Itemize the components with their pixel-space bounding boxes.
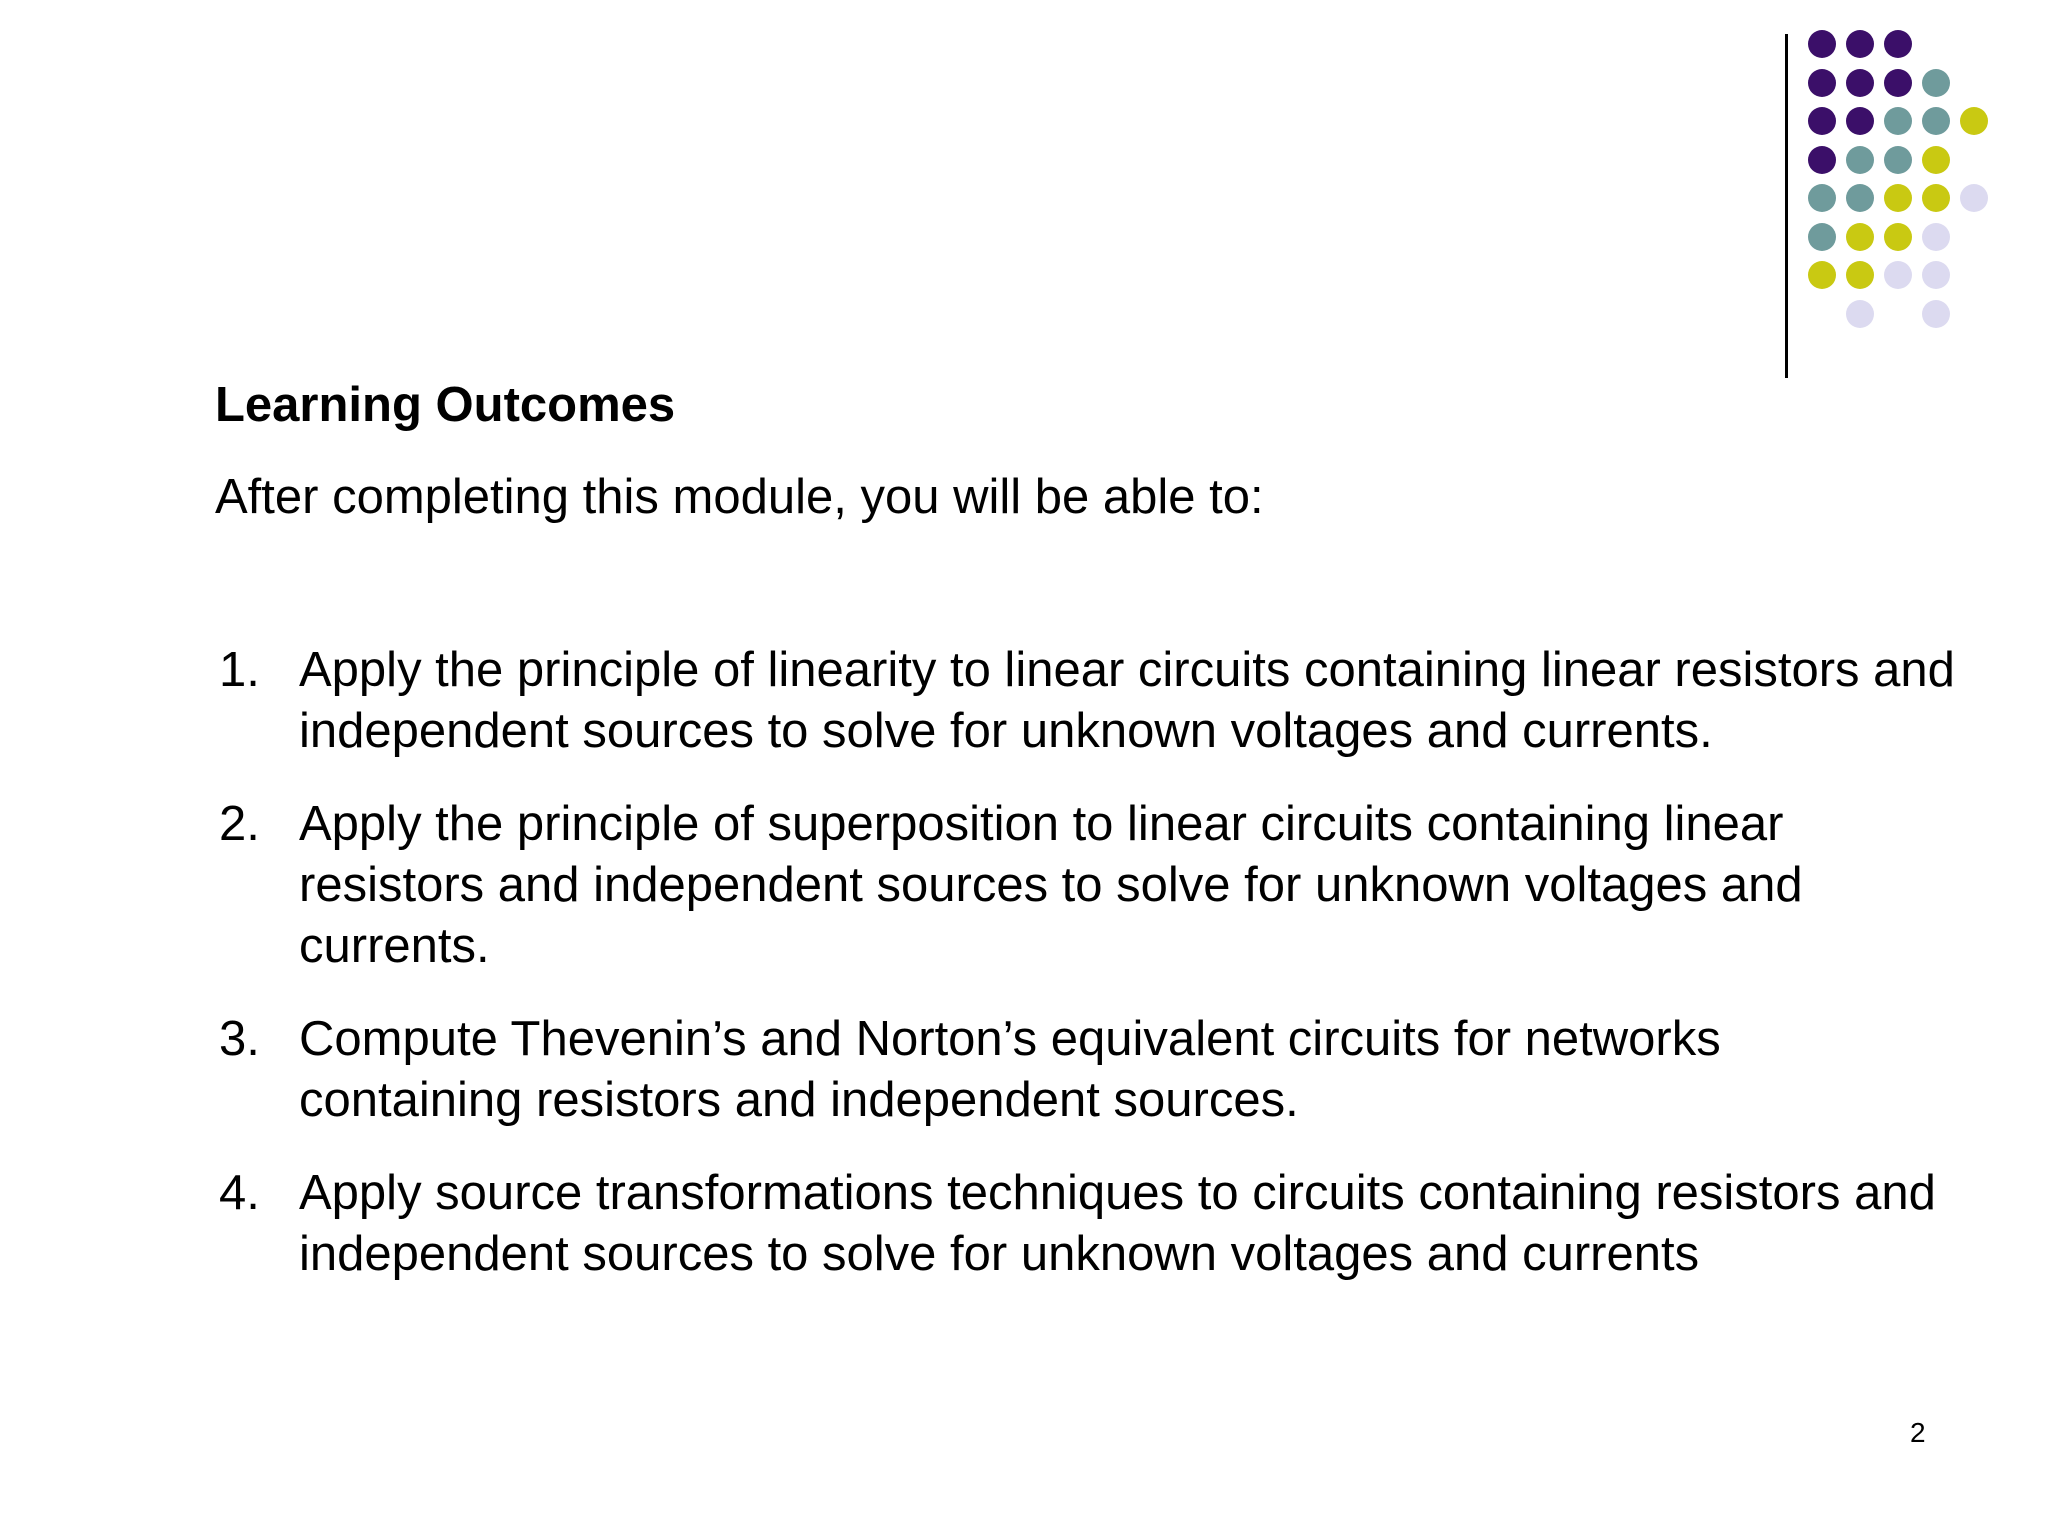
slide-title: Learning Outcomes <box>215 378 676 432</box>
learning-outcomes-list <box>215 640 1955 1317</box>
decorative-dot-purple <box>1884 69 1912 97</box>
decorative-dot-pattern <box>1808 30 2030 335</box>
decorative-dot-purple <box>1808 107 1836 135</box>
decorative-dot-yellow <box>1884 184 1912 212</box>
outcome-item-3 <box>215 1009 1955 1131</box>
decorative-dot-purple <box>1846 107 1874 135</box>
decorative-dot-purple <box>1846 69 1874 97</box>
decorative-dot-teal <box>1884 146 1912 174</box>
outcome-text: Apply the principle of linearity to linear circuits containing linear resistors and independent sources to solve for unknown voltages and currents. <box>299 643 1955 758</box>
decorative-dot-yellow <box>1884 223 1912 251</box>
decorative-dot-yellow <box>1846 223 1874 251</box>
decorative-dot-yellow <box>1922 146 1950 174</box>
outcome-item-4 <box>215 1163 1955 1285</box>
decorative-dot-purple <box>1808 30 1836 58</box>
decorative-dot-purple <box>1808 69 1836 97</box>
outcome-number: 1. <box>219 643 260 697</box>
page-number: 2 <box>1910 1417 1926 1448</box>
outcome-item-2 <box>215 794 1955 977</box>
decorative-dot-purple <box>1846 30 1874 58</box>
decorative-dot-lavender <box>1846 300 1874 328</box>
decorative-dot-teal <box>1884 107 1912 135</box>
decorative-dot-lavender <box>1922 223 1950 251</box>
decorative-dot-lavender <box>1922 300 1950 328</box>
outcome-item-1 <box>215 640 1955 762</box>
outcome-text: Apply source transformations techniques to circuits containing resistors and independent sources to solve for unknown voltages and currents <box>299 1166 1936 1281</box>
decorative-dot-lavender <box>1922 261 1950 289</box>
outcome-number: 3. <box>219 1012 260 1066</box>
decorative-dot-teal <box>1922 107 1950 135</box>
outcome-number: 2. <box>219 797 260 851</box>
intro-text: After completing this module, you will be able to: <box>215 470 1264 524</box>
decorative-dot-lavender <box>1960 184 1988 212</box>
outcome-text: Apply the principle of superposition to linear circuits containing linear resistors and independent sources to solve for unknown voltages and currents. <box>299 797 1803 973</box>
decorative-dot-purple <box>1808 146 1836 174</box>
vertical-divider <box>1785 34 1788 378</box>
decorative-dot-teal <box>1846 184 1874 212</box>
decorative-dot-purple <box>1884 30 1912 58</box>
decorative-dot-teal <box>1846 146 1874 174</box>
decorative-dot-yellow <box>1960 107 1988 135</box>
decorative-dot-yellow <box>1922 184 1950 212</box>
decorative-dot-yellow <box>1846 261 1874 289</box>
decorative-dot-teal <box>1808 184 1836 212</box>
decorative-dot-teal <box>1922 69 1950 97</box>
decorative-dot-lavender <box>1884 261 1912 289</box>
decorative-dot-teal <box>1808 223 1836 251</box>
decorative-dot-yellow <box>1808 261 1836 289</box>
outcome-text: Compute Thevenin’s and Norton’s equivalent circuits for networks containing resistors and independent sources. <box>299 1012 1721 1127</box>
outcome-number: 4. <box>219 1166 260 1220</box>
